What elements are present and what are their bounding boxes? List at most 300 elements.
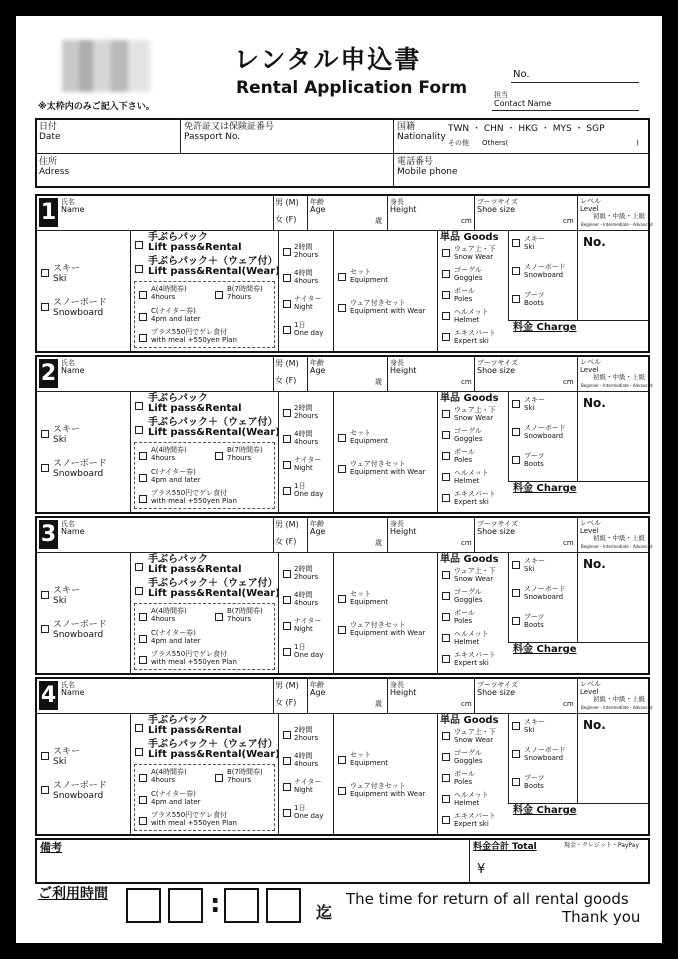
duration-night-label-ja: ナイター (294, 456, 322, 464)
gender-female-option[interactable]: 女 (F) (275, 698, 297, 707)
name-field[interactable] (59, 359, 271, 389)
duration-day-label-en: One day (294, 490, 324, 498)
goods-right-checkbox[interactable] (512, 267, 520, 275)
equipment-wear-label-en: Equipment with Wear (350, 468, 426, 476)
duration-4h-label-en: 4hours (294, 438, 319, 446)
shoe-size-field[interactable] (476, 210, 560, 228)
height-label-en: Height (390, 527, 417, 536)
option-a-checkbox[interactable] (139, 452, 147, 460)
equipment-set-label-en: Equipment (350, 598, 388, 606)
level-options-ja[interactable]: 初級・中級・上級 (593, 695, 645, 703)
height-unit: cm (461, 700, 472, 708)
equipment-wear-label-en: Equipment with Wear (350, 790, 426, 798)
pack1-checkbox[interactable] (135, 563, 143, 571)
duration-day-label-en: One day (294, 329, 324, 337)
ski-label-en: Ski (53, 274, 67, 284)
pack2-label-ja: 手ぶらパック＋（ウェア付） (148, 417, 278, 428)
snowboard-label-en: Snowboard (53, 791, 104, 801)
meal-plan-label-ja: プラス550円でゲレ食付 (151, 489, 228, 497)
rental-no-field[interactable] (579, 393, 646, 479)
meal-plan-label-en: with meal +550yen Plan (151, 819, 237, 827)
option-a-checkbox[interactable] (139, 774, 147, 782)
others-label-ja: その他 (448, 139, 469, 147)
option-b-label-ja: B(7時間券) (227, 607, 263, 615)
duration-4h-checkbox[interactable] (283, 435, 291, 443)
option-c-checkbox[interactable] (139, 635, 147, 643)
height-label-ja: 身長 (390, 198, 404, 206)
duration-day-checkbox[interactable] (283, 809, 291, 817)
option-c-checkbox[interactable] (139, 474, 147, 482)
duration-4h-checkbox[interactable] (283, 757, 291, 765)
duration-4h-label-ja: 4時間 (294, 430, 313, 438)
gender-male-option[interactable]: 男 (M) (275, 681, 299, 690)
option-b-checkbox[interactable] (215, 452, 223, 460)
rental-person-section-2 (35, 355, 653, 514)
meal-plan-label-ja: プラス550円でゲレ食付 (151, 811, 228, 819)
duration-night-checkbox[interactable] (283, 783, 291, 791)
goods-item-checkbox[interactable] (442, 410, 450, 418)
goods-right-checkbox[interactable] (512, 456, 520, 464)
age-unit: 歳 (375, 217, 382, 225)
meal-plan-checkbox[interactable] (139, 495, 147, 503)
ski-label-en: Ski (53, 757, 67, 767)
gender-male-option[interactable]: 男 (M) (275, 520, 299, 529)
charge-field[interactable] (510, 817, 646, 833)
snowboard-checkbox[interactable] (41, 464, 49, 472)
goods-right-en: Snowboard (524, 754, 564, 762)
goods-item-ja: ポール (454, 609, 475, 617)
goods-item-checkbox[interactable] (442, 452, 450, 460)
duration-4h-label-ja: 4時間 (294, 591, 313, 599)
goods-item-label (454, 812, 496, 828)
goods-right-checkbox[interactable] (512, 589, 520, 597)
name-label-ja: 氏名 (61, 359, 75, 367)
duration-night-checkbox[interactable] (283, 461, 291, 469)
time-minute-box-2[interactable] (266, 888, 301, 923)
ski-checkbox[interactable] (41, 430, 49, 438)
snowboard-checkbox[interactable] (41, 786, 49, 794)
option-b-checkbox[interactable] (215, 291, 223, 299)
pack1-label-ja: 手ぶらパック (148, 554, 208, 565)
age-label-ja: 年齢 (310, 359, 324, 367)
time-minute-box-1[interactable] (224, 888, 259, 923)
charge-label: 料金 Charge (513, 322, 577, 333)
pack2-label-en: Lift pass&Rental(Wear) (148, 427, 280, 438)
goods-right-checkbox[interactable] (512, 428, 520, 436)
charge-label: 料金 Charge (513, 644, 577, 655)
goods-item-label (454, 567, 496, 583)
equipment-wear-label-ja: ウェア付きセット (350, 460, 406, 468)
duration-day-label-ja: 1日 (294, 804, 306, 812)
goods-item-en: Helmet (454, 799, 480, 807)
goods-right-checkbox[interactable] (512, 400, 520, 408)
duration-2h-label-ja: 2時間 (294, 565, 313, 573)
age-field[interactable] (309, 693, 373, 711)
shoe-size-field[interactable] (476, 693, 560, 711)
duration-2h-label-en: 2hours (294, 251, 319, 259)
goods-right-checkbox[interactable] (512, 295, 520, 303)
goods-item-en: Goggles (454, 274, 483, 282)
height-unit: cm (461, 539, 472, 547)
duration-day-label-en: One day (294, 651, 324, 659)
nationality-label-ja: 国籍 (397, 122, 416, 132)
goods-item-en: Expert ski (454, 498, 489, 506)
option-a-label-en: 4hours (151, 615, 176, 623)
goods-right-checkbox[interactable] (512, 778, 520, 786)
goods-item-en: Expert ski (454, 337, 489, 345)
goods-right-label (524, 396, 545, 412)
option-c-checkbox[interactable] (139, 313, 147, 321)
goods-item-label (454, 609, 475, 625)
time-hour-box-1[interactable] (126, 888, 161, 923)
ski-checkbox[interactable] (41, 269, 49, 277)
equipment-set-checkbox[interactable] (338, 756, 346, 764)
goods-item-ja: ヘルメット (454, 791, 489, 799)
ski-checkbox[interactable] (41, 591, 49, 599)
name-field[interactable] (59, 198, 271, 228)
meal-plan-label-ja: プラス550円でゲレ食付 (151, 328, 228, 336)
pack1-checkbox[interactable] (135, 402, 143, 410)
charge-field[interactable] (510, 334, 646, 350)
shoe-size-label-ja: ブーツサイズ (477, 198, 518, 206)
meal-plan-checkbox[interactable] (139, 817, 147, 825)
pack1-label-en: Lift pass&Rental (148, 725, 242, 736)
goods-item-checkbox[interactable] (442, 494, 450, 502)
snowboard-label-ja: スノーボード (53, 620, 107, 630)
rental-person-section-1 (35, 194, 653, 353)
duration-4h-label-en: 4hours (294, 760, 319, 768)
others-label-en[interactable]: Others( (482, 139, 509, 147)
ski-checkbox[interactable] (41, 752, 49, 760)
goods-right-ja: スノーボード (524, 746, 566, 754)
age-label-ja: 年齢 (310, 681, 324, 689)
goods-right-label (524, 291, 545, 307)
equipment-set-label-en: Equipment (350, 276, 388, 284)
duration-2h-label-ja: 2時間 (294, 243, 313, 251)
name-field[interactable] (59, 681, 271, 711)
goods-right-checkbox[interactable] (512, 750, 520, 758)
shoe-size-label-en: Shoe size (477, 205, 516, 214)
goods-item-checkbox[interactable] (442, 312, 450, 320)
time-hour-box-2[interactable] (168, 888, 203, 923)
goods-right-label (524, 235, 545, 251)
option-c-label-en: 4pm and later (151, 476, 201, 484)
goods-right-ja: ブーツ (524, 452, 545, 460)
goods-item-label (454, 469, 489, 485)
gender-male-option[interactable]: 男 (M) (275, 198, 299, 207)
height-field[interactable] (389, 210, 459, 228)
goods-right-checkbox[interactable] (512, 561, 520, 569)
duration-night-checkbox[interactable] (283, 300, 291, 308)
goods-item-checkbox[interactable] (442, 753, 450, 761)
section-number: 4 (40, 683, 57, 708)
goods-item-en: Poles (454, 617, 473, 625)
goods-item-checkbox[interactable] (442, 291, 450, 299)
age-label-en: Age (310, 527, 326, 536)
goods-item-checkbox[interactable] (442, 613, 450, 621)
goods-right-checkbox[interactable] (512, 722, 520, 730)
passport-label-ja: 免許証又は保険証番号 (184, 122, 275, 132)
shoe-size-label-ja: ブーツサイズ (477, 681, 518, 689)
duration-2h-checkbox[interactable] (283, 248, 291, 256)
goods-right-label (524, 557, 545, 573)
ski-label-en: Ski (53, 596, 67, 606)
height-label-en: Height (390, 366, 417, 375)
pack2-checkbox[interactable] (135, 587, 143, 595)
pack1-checkbox[interactable] (135, 724, 143, 732)
goods-item-en: Snow Wear (454, 575, 494, 583)
duration-day-label-en: One day (294, 812, 324, 820)
goods-item-ja: ポール (454, 770, 475, 778)
name-label-en: Name (61, 688, 85, 697)
meal-plan-label-en: with meal +550yen Plan (151, 336, 237, 344)
height-label-en: Height (390, 205, 417, 214)
goods-right-checkbox[interactable] (512, 617, 520, 625)
height-field[interactable] (389, 371, 459, 389)
duration-4h-checkbox[interactable] (283, 596, 291, 604)
option-b-checkbox[interactable] (215, 774, 223, 782)
goods-right-ja: ブーツ (524, 774, 545, 782)
equipment-set-label-ja: セット (350, 429, 371, 437)
shoe-size-label-ja: ブーツサイズ (477, 520, 518, 528)
goods-item-label (454, 651, 496, 667)
remarks-label: 備考 (40, 841, 62, 854)
level-options-ja[interactable]: 初級・中級・上級 (593, 212, 645, 220)
shoe-size-field[interactable] (476, 371, 560, 389)
pack2-checkbox[interactable] (135, 265, 143, 273)
phone-field[interactable] (395, 155, 648, 187)
height-label-ja: 身長 (390, 359, 404, 367)
shoe-size-label-en: Shoe size (477, 688, 516, 697)
goods-item-ja: ウェア上・下 (454, 245, 496, 253)
age-field[interactable] (309, 210, 373, 228)
ski-label-ja: スキー (53, 425, 81, 435)
goods-item-checkbox[interactable] (442, 333, 450, 341)
option-c-checkbox[interactable] (139, 796, 147, 804)
ski-label-en: Ski (53, 435, 67, 445)
snowboard-label-en: Snowboard (53, 308, 104, 318)
charge-label: 料金 Charge (513, 483, 577, 494)
goods-right-en: Snowboard (524, 593, 564, 601)
ski-label-ja: スキー (53, 747, 81, 757)
goods-item-checkbox[interactable] (442, 732, 450, 740)
pack1-label-ja: 手ぶらパック (148, 715, 208, 726)
snowboard-checkbox[interactable] (41, 303, 49, 311)
goods-item-ja: ポール (454, 287, 475, 295)
goods-item-label (454, 630, 489, 646)
equipment-wear-checkbox[interactable] (338, 787, 346, 795)
goods-item-ja: ヘルメット (454, 308, 489, 316)
rental-no-field[interactable] (579, 232, 646, 318)
others-close: ) (636, 139, 639, 147)
name-field[interactable] (59, 520, 271, 550)
rental-form-page (16, 16, 662, 943)
equipment-set-checkbox[interactable] (338, 595, 346, 603)
form-number-label: No. (513, 69, 530, 80)
meal-plan-checkbox[interactable] (139, 656, 147, 664)
pack2-checkbox[interactable] (135, 426, 143, 434)
goods-right-label (524, 263, 566, 279)
duration-night-checkbox[interactable] (283, 622, 291, 630)
rental-no-label: No. (583, 235, 606, 249)
pack2-checkbox[interactable] (135, 748, 143, 756)
name-label-ja: 氏名 (61, 198, 75, 206)
duration-4h-label-ja: 4時間 (294, 269, 313, 277)
passport-field[interactable] (182, 120, 392, 152)
pack1-checkbox[interactable] (135, 241, 143, 249)
goods-item-checkbox[interactable] (442, 431, 450, 439)
gender-female-option[interactable]: 女 (F) (275, 376, 297, 385)
level-label-en: Level (580, 366, 599, 374)
goods-item-label (454, 728, 496, 744)
goods-right-label (524, 424, 566, 440)
thank-you: Thank you (562, 908, 641, 926)
level-options-en: Beginner・Intermediate・Advanced (581, 705, 653, 710)
goods-item-ja: ゴーグル (454, 427, 482, 435)
goods-item-en: Helmet (454, 477, 480, 485)
meal-plan-checkbox[interactable] (139, 334, 147, 342)
height-field[interactable] (389, 532, 459, 550)
equipment-set-label-ja: セット (350, 590, 371, 598)
equipment-set-checkbox[interactable] (338, 273, 346, 281)
duration-day-checkbox[interactable] (283, 487, 291, 495)
address-label-ja: 住所 (39, 157, 58, 167)
goods-right-ja: ブーツ (524, 613, 545, 621)
rental-person-section-4 (35, 677, 653, 836)
option-c-label-en: 4pm and later (151, 637, 201, 645)
goods-right-ja: スキー (524, 557, 545, 565)
rental-no-field[interactable] (579, 715, 646, 801)
duration-night-label-ja: ナイター (294, 778, 322, 786)
goods-item-ja: エキスパート (454, 329, 496, 337)
goods-item-en: Goggles (454, 757, 483, 765)
meal-plan-label-en: with meal +550yen Plan (151, 658, 237, 666)
height-label-en: Height (390, 688, 417, 697)
duration-day-checkbox[interactable] (283, 326, 291, 334)
goods-item-en: Poles (454, 456, 473, 464)
option-a-checkbox[interactable] (139, 291, 147, 299)
rental-no-label: No. (583, 557, 606, 571)
address-field[interactable] (37, 155, 392, 187)
total-field[interactable] (490, 859, 648, 881)
name-label-ja: 氏名 (61, 681, 75, 689)
duration-2h-checkbox[interactable] (283, 409, 291, 417)
level-options-ja[interactable]: 初級・中級・上級 (593, 534, 645, 542)
charge-field[interactable] (510, 656, 646, 672)
form-title-en: Rental Application Form (236, 78, 468, 98)
duration-4h-label-en: 4hours (294, 277, 319, 285)
equipment-wear-checkbox[interactable] (338, 304, 346, 312)
shoe-size-unit: cm (563, 378, 574, 386)
remarks-field[interactable] (37, 856, 467, 882)
shoe-size-label-en: Shoe size (477, 527, 516, 536)
snowboard-label-ja: スノーボード (53, 781, 107, 791)
form-title-ja: レンタル申込書 (234, 45, 422, 74)
goods-right-en: Snowboard (524, 271, 564, 279)
date-field[interactable] (37, 120, 179, 152)
gender-female-option[interactable]: 女 (F) (275, 215, 297, 224)
shoe-size-field[interactable] (476, 532, 560, 550)
equipment-wear-label-en: Equipment with Wear (350, 629, 426, 637)
goods-item-checkbox[interactable] (442, 634, 450, 642)
gender-male-option[interactable]: 男 (M) (275, 359, 299, 368)
option-a-label-ja: A(4時間券) (151, 446, 187, 454)
goods-item-checkbox[interactable] (442, 249, 450, 257)
goods-title: 単品 Goods (440, 554, 499, 565)
pack2-label-ja: 手ぶらパック＋（ウェア付） (148, 578, 278, 589)
level-options-en: Beginner・Intermediate・Advanced (581, 383, 653, 388)
goods-right-en: Boots (524, 460, 544, 468)
charge-label: 料金 Charge (513, 805, 577, 816)
rental-no-label: No. (583, 718, 606, 732)
duration-2h-label-ja: 2時間 (294, 726, 313, 734)
goods-item-ja: エキスパート (454, 812, 496, 820)
goods-item-checkbox[interactable] (442, 571, 450, 579)
equipment-wear-checkbox[interactable] (338, 626, 346, 634)
equipment-set-checkbox[interactable] (338, 434, 346, 442)
goods-right-en: Snowboard (524, 432, 564, 440)
nationality-options[interactable]: TWN ・ CHN ・ HKG ・ MYS ・ SGP (448, 124, 605, 134)
goods-right-label (524, 585, 566, 601)
passport-label-en: Passport No. (184, 132, 241, 142)
duration-2h-checkbox[interactable] (283, 570, 291, 578)
goods-item-ja: ヘルメット (454, 469, 489, 477)
duration-day-checkbox[interactable] (283, 648, 291, 656)
height-field[interactable] (389, 693, 459, 711)
duration-4h-label-en: 4hours (294, 599, 319, 607)
goods-item-ja: ゴーグル (454, 749, 482, 757)
age-unit: 歳 (375, 539, 382, 547)
option-c-label-ja: C(ナイター券) (151, 629, 196, 637)
option-a-checkbox[interactable] (139, 613, 147, 621)
snowboard-label-ja: スノーボード (53, 459, 107, 469)
option-c-label-ja: C(ナイター券) (151, 468, 196, 476)
goods-right-checkbox[interactable] (512, 239, 520, 247)
goods-title: 単品 Goods (440, 232, 499, 243)
goods-item-checkbox[interactable] (442, 816, 450, 824)
shoe-size-unit: cm (563, 539, 574, 547)
age-field[interactable] (309, 371, 373, 389)
equipment-wear-checkbox[interactable] (338, 465, 346, 473)
goods-item-checkbox[interactable] (442, 655, 450, 663)
level-options-ja[interactable]: 初級・中級・上級 (593, 373, 645, 381)
option-a-label-en: 4hours (151, 293, 176, 301)
option-b-label-en: 7hours (227, 615, 252, 623)
goods-item-checkbox[interactable] (442, 774, 450, 782)
goods-item-checkbox[interactable] (442, 795, 450, 803)
time-label: ご利用時間 (38, 886, 108, 902)
duration-2h-label-en: 2hours (294, 573, 319, 581)
option-b-checkbox[interactable] (215, 613, 223, 621)
duration-2h-checkbox[interactable] (283, 731, 291, 739)
pack1-label-en: Lift pass&Rental (148, 403, 242, 414)
goods-item-checkbox[interactable] (442, 270, 450, 278)
age-field[interactable] (309, 532, 373, 550)
gender-female-option[interactable]: 女 (F) (275, 537, 297, 546)
option-a-label-ja: A(4時間券) (151, 607, 187, 615)
pack1-label-en: Lift pass&Rental (148, 242, 242, 253)
goods-right-en: Boots (524, 299, 544, 307)
rental-no-field[interactable] (579, 554, 646, 640)
goods-item-checkbox[interactable] (442, 473, 450, 481)
age-unit: 歳 (375, 700, 382, 708)
pack2-label-en: Lift pass&Rental(Wear) (148, 749, 280, 760)
duration-4h-checkbox[interactable] (283, 274, 291, 282)
goods-item-en: Goggles (454, 435, 483, 443)
snowboard-checkbox[interactable] (41, 625, 49, 633)
goods-item-checkbox[interactable] (442, 592, 450, 600)
charge-field[interactable] (510, 495, 646, 511)
